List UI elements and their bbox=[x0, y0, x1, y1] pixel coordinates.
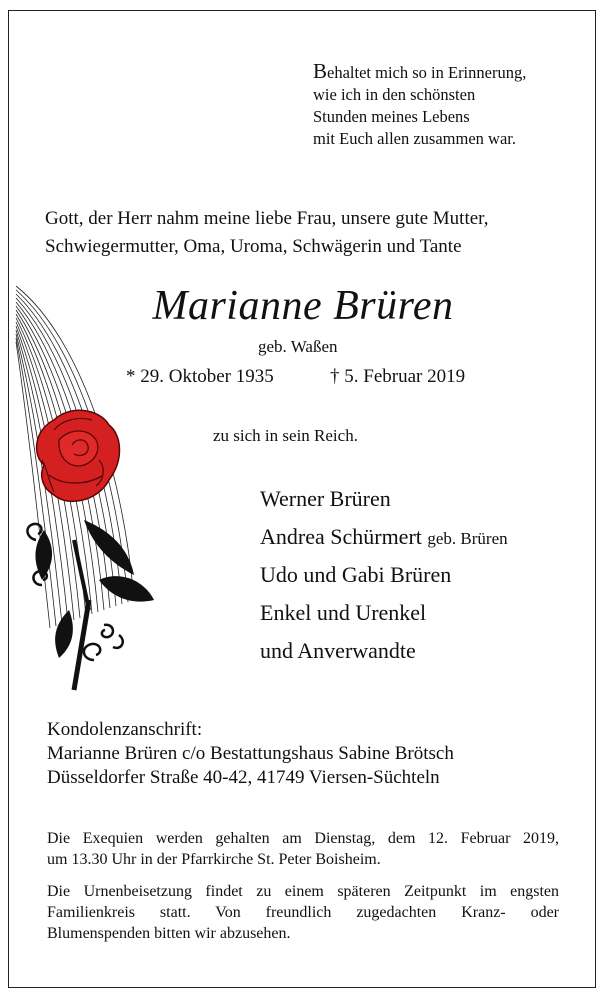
family-member: Werner Brüren bbox=[260, 486, 391, 511]
intro-text bbox=[45, 205, 489, 261]
condolence-line: Düsseldorfer Straße 40-42, 41749 Viersen-Süchteln bbox=[47, 767, 440, 788]
closing-line: zu sich in sein Reich. bbox=[213, 426, 358, 445]
info-line: Blumenspenden bitten wir abzusehen. bbox=[47, 925, 291, 942]
rose-decoration-icon bbox=[14, 280, 164, 700]
condolence-line: Marianne Brüren c/o Bestattungshaus Sabine Brötsch bbox=[47, 743, 454, 764]
info-line: um 13.30 Uhr in der Pfarrkirche St. Peter Boisheim. bbox=[47, 851, 381, 868]
poem-initial: B bbox=[313, 59, 328, 83]
family-member: Udo und Gabi Brüren bbox=[260, 562, 452, 587]
poem-line: Stunden meines Lebens bbox=[313, 107, 470, 126]
poem-line: mit Euch allen zusammen war. bbox=[313, 129, 516, 148]
urn-burial-info bbox=[47, 881, 559, 944]
family-member-suffix: geb. Brüren bbox=[427, 529, 508, 548]
deceased-name: Marianne Brüren bbox=[152, 283, 454, 329]
birth-date: * 29. Oktober 1935 bbox=[126, 366, 274, 387]
poem-line: wie ich in den schönsten bbox=[313, 85, 476, 104]
family-member: Enkel und Urenkel bbox=[260, 600, 427, 625]
condolence-address bbox=[47, 718, 454, 790]
poem-line: Behaltet mich so in Erinnerung, bbox=[313, 59, 527, 83]
death-date: † 5. Februar 2019 bbox=[330, 366, 466, 387]
family-member: Andrea Schürmert geb. Brüren bbox=[260, 524, 508, 549]
info-line: Die Exequien werden gehalten am Dienstag, dem 12. Februar 2019, bbox=[47, 830, 559, 847]
info-line: Familienkreis statt. Von freundlich zugedachten Kranz- oder bbox=[47, 904, 559, 921]
intro-line: Gott, der Herr nahm meine liebe Frau, unsere gute Mutter, bbox=[45, 208, 489, 229]
intro-line: Schwiegermutter, Oma, Uroma, Schwägerin und Tante bbox=[45, 236, 462, 257]
condolence-heading: Kondolenzanschrift: bbox=[47, 719, 203, 740]
family-member: und Anverwandte bbox=[260, 638, 416, 663]
birth-name: geb. Waßen bbox=[258, 337, 338, 356]
funeral-service-info bbox=[47, 828, 559, 870]
red-rose-icon bbox=[37, 410, 120, 501]
poem bbox=[313, 60, 526, 150]
info-line: Die Urnenbeisetzung findet zu einem späteren Zeitpunkt im engsten bbox=[47, 883, 559, 900]
